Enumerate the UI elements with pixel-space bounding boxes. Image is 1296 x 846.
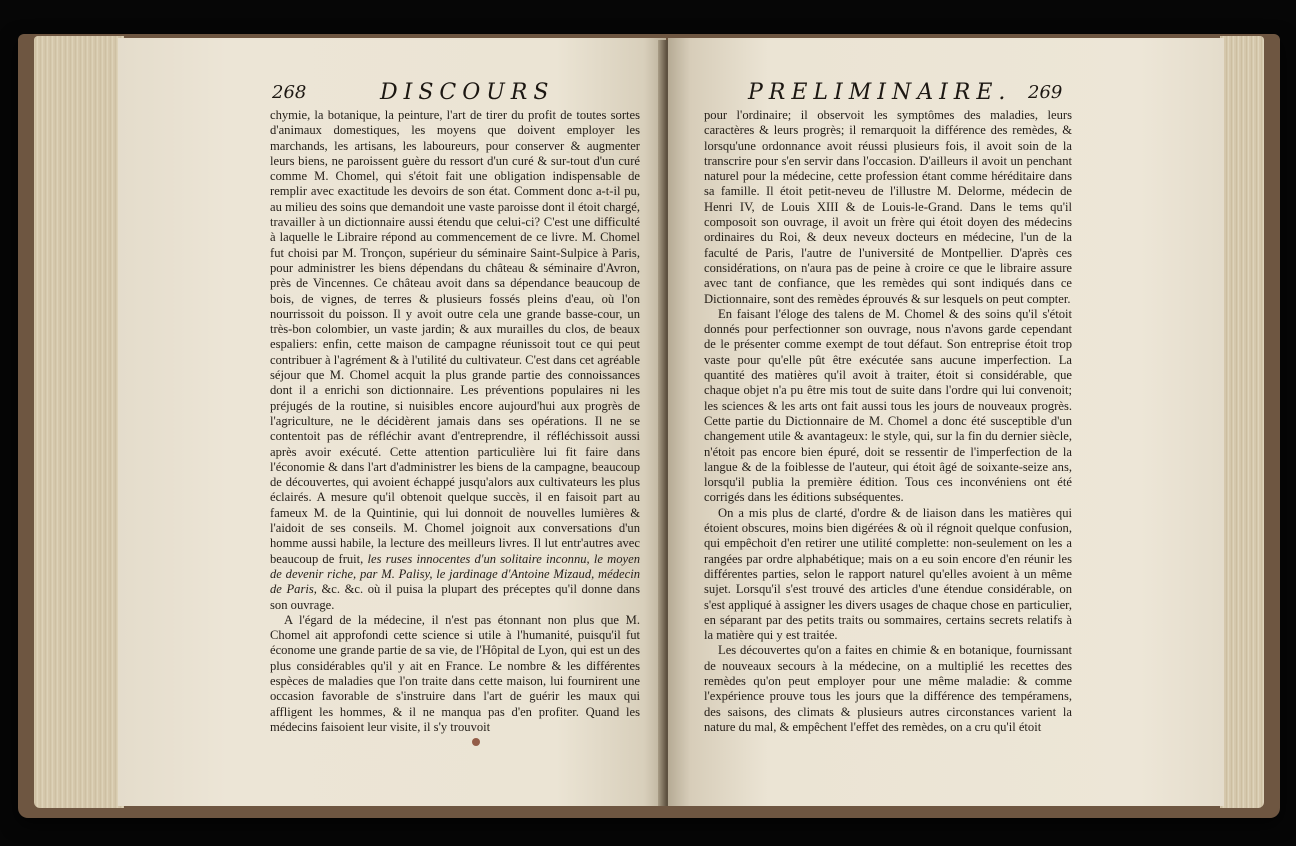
paragraph: chymie, la botanique, la peinture, l'art de tirer du profit de toutes sortes d'animaux domestiques, les moyens que doivent employer les marchands, les artisans, les laboureurs, pour conserver & augmenter leurs biens, ne paroissent guère du ressort d'un curé & sur-tout d'un curé comme M. Chomel, qui s'étoit fait une obligation indispensable de remplir avec exactitude les devoirs de son état. Comment donc a-t-il pu, au milieu des soins que demandoit une vaste paroisse dont il étoit chargé, travailler à un dictionnaire aussi étendu que celui-ci? C'est une difficulté à laquelle le Libraire répond au commencement de ce livre. M. Chomel fut choisi par M. Tronçon, supérieur du séminaire Saint-Sulpice à Paris, pour administrer les biens dépendans du château & séminaire d'Avron, près de Vincennes. Ce château avoit dans sa dépendance beaucoup de bois, de vignes, de terres & plusieurs fossés pleins d'eau, où l'on nourrissoit du poisson. Il y avoit outre cela une grande basse-cour, un très-bon colombier, un vaste jardin; & aux murailles du clos, de beaux espaliers: enfin, cette maison de campagne réunissoit tout ce qui peut contribuer à l'agrément & à l'utilité du cultivateur. C'est dans cet agréable séjour que M. Chomel acquit la plus grande partie des connoissances dont il a enrichi son dictionnaire. Les préventions populaires ni les préjugés de la routine, si nuisibles encore aujourd'hui aux progrès de l'agriculture, ne le décidèrent jamais dans ses opérations. Il ne se contentoit pas de réfléchir avant d'entreprendre, il réfléchissoit aussi après avoir exécuté. Cette attention particulière lui fit faire dans l'économie & dans l'art d'administrer les biens de la campagne, beaucoup de découvertes, qui avoient échappé jusqu'alors aux cultivateurs les plus éclairés. A mesure qu'il obtenoit quelque succès, il en faisoit part au fameux M. de la Quintinie, qui lui donnoit de nouvelles lumières & l'aidoit de ses conseils. M. Chomel joignoit aux conversations d'un homme aussi habile, la lecture des meilleurs livres. Il lut entr'autres avec beaucoup de fruit, les ruses innocentes d'un solitaire inconnu, le moyen de devenir riche, par M. Palisy, le jardinage d'Antoine Mizaud, médecin de Paris, &c. &c. où il puisa la plupart des préceptes qu'il donne dans son ouvrage.: [270, 108, 640, 612]
left-running-head: DISCOURS: [380, 80, 555, 105]
left-page-body: [270, 108, 640, 735]
page-edges-left: [34, 36, 124, 808]
ink-stain: [472, 738, 480, 746]
right-running-header: [668, 80, 1224, 108]
paragraph: Les découvertes qu'on a faites en chimie & en botanique, fournissant de nouveaux secours à la médecine, on a multiplié les recettes des remèdes qu'on peut employer pour une même maladie: & comme l'expérience prouve tous les jours que la différence des tempéramens, des saisons, des climats & plusieurs autres circonstances varient la nature du mal, & empêchent l'effet des remèdes, on a cru qu'il étoit: [704, 643, 1072, 734]
paragraph: A l'égard de la médecine, il n'est pas étonnant non plus que M. Chomel ait approfondi cette science si utile à l'humanité, puisqu'il fut économe une grande partie de sa vie, de l'Hôpital de Lyon, qui est un des plus considérables qu'il y ait en France. Le nombre & les différentes espèces de maladies que l'on traite dans cette maison, lui fournirent une occasion favorable de s'instruire dans l'art de guérir les maux qui affligent les hommes, & il ne manqua pas d'en profiter. Quand les médecins faisoient leur visite, il s'y trouvoit: [270, 612, 640, 734]
left-page-number: 268: [272, 82, 307, 103]
right-page-number: 269: [1028, 82, 1063, 103]
right-page: [668, 38, 1224, 806]
right-page-body: [704, 108, 1072, 735]
left-running-header: [118, 80, 666, 108]
page-edges-right: [1220, 36, 1264, 808]
left-page: [118, 38, 666, 806]
paragraph: pour l'ordinaire; il observoit les symptômes des maladies, leurs caractères & leurs progrès; il remarquoit la différence des remèdes, & lorsqu'une ordonnance avoit réussi plusieurs fois, il avoit soin de la transcrire pour s'en servir dans l'occasion. D'ailleurs il avoit un penchant naturel pour la médecine, cette profession étant comme héréditaire dans sa famille. Il étoit petit-neveu de l'illustre M. Delorme, médecin de Henri IV, de Louis XIII & de Louis-le-Grand. Dans le tems qu'il composoit son ouvrage, il avoit un frère qui étoit doyen des médecins ordinaires du Roi, & deux neveux docteurs en médecine, l'un de la faculté de Paris, l'autre de l'université de Montpellier. D'après ces considérations, on n'aura pas de peine à croire ce que le libraire assure avec tant de confiance, que les remèdes qui sont indiqués dans ce Dictionnaire, sont des remèdes éprouvés & sur lesquels on peut compter.: [704, 108, 1072, 306]
right-running-head: PRELIMINAIRE.: [748, 80, 1012, 105]
paragraph: En faisant l'éloge des talens de M. Chomel & des soins qu'il s'étoit donnés pour perfectionner son ouvrage, nous n'avons garde cependant de le présenter comme exempt de tout défaut. Son entreprise étoit trop vaste pour qu'elle pût être exécutée sans aucune imperfection. La quantité des matières qu'il avoit à traiter, étoit si considérable, que chaque objet n'a pu être mis tout de suite dans l'ordre qui lui convenoit; les sciences & les arts ont fait aussi tous les jours de nouveaux progrès. Cette partie du Dictionnaire de M. Chomel a donc été susceptible d'un changement utile & avantageux: le style, qui, sur la fin du dernier siècle, n'étoit pas encore bien épuré, doit se ressentir de l'imperfection de la langue & de la foiblesse de l'auteur, qui étoit âgé de soixante-seize ans, lorsqu'il publia la première édition. Tous ces inconvéniens ont été corrigés dans les éditions subséquentes.: [704, 306, 1072, 505]
paragraph: On a mis plus de clarté, d'ordre & de liaison dans les matières qui étoient obscures, moins bien digérées & où il régnoit quelque confusion, qui empêchoit d'en retirer une utilité complette: non-seulement on les a rangées par ordre alphabétique; mais on a eu soin encore d'en réunir les différentes parties, selon le rapport naturel qu'elles avoient à un même sujet. Lorsqu'il s'est trouvé des articles d'une étendue considérable, on s'est appliqué à assigner les divers usages de chaque chose en particulier, en séparant par des petits traits ou sommaires, certains secrets relatifs à la matière qui y est traitée.: [704, 505, 1072, 643]
